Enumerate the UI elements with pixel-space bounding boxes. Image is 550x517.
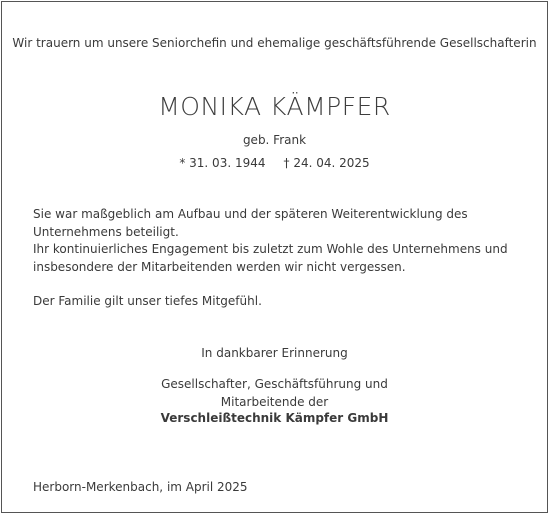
signers-line: Mitarbeitende der: [220, 394, 329, 409]
obituary-notice: [1, 1, 548, 513]
condolence-paragraph: Der Familie gilt unser tiefes Mitgefühl.: [33, 294, 262, 308]
remembrance-line: In dankbarer Erinnerung: [201, 346, 348, 360]
tribute-line: Sie war maßgeblich am Aufbau und der späteren Weiterentwicklung des: [33, 207, 468, 221]
company-name: Verschleißtechnik Kämpfer GmbH: [160, 411, 389, 425]
tribute-line: Unternehmens beteiligt.: [33, 224, 179, 239]
signers-line: Gesellschafter, Geschäftsführung und: [161, 377, 388, 391]
maiden-name: geb. Frank: [242, 133, 307, 147]
deceased-name: MONIKA KÄMPFER: [158, 92, 391, 121]
death-date: † 24. 04. 2025: [283, 156, 370, 170]
intro-line: Wir trauern um unsere Seniorchefin und ehemalige geschäftsführende Gesellschafterin: [12, 36, 537, 50]
tribute-paragraph: [33, 206, 508, 276]
tribute-line: insbesondere der Mitarbeitenden werden wir nicht vergessen.: [33, 259, 406, 274]
birth-date: * 31. 03. 1944: [179, 156, 266, 170]
life-dates: [2, 156, 547, 170]
tribute-line: Ihr kontinuierliches Engagement bis zuletzt zum Wohle des Unternehmens und: [33, 242, 508, 256]
place-date: Herborn-Merkenbach, im April 2025: [33, 480, 248, 494]
signers-block: [2, 376, 547, 411]
